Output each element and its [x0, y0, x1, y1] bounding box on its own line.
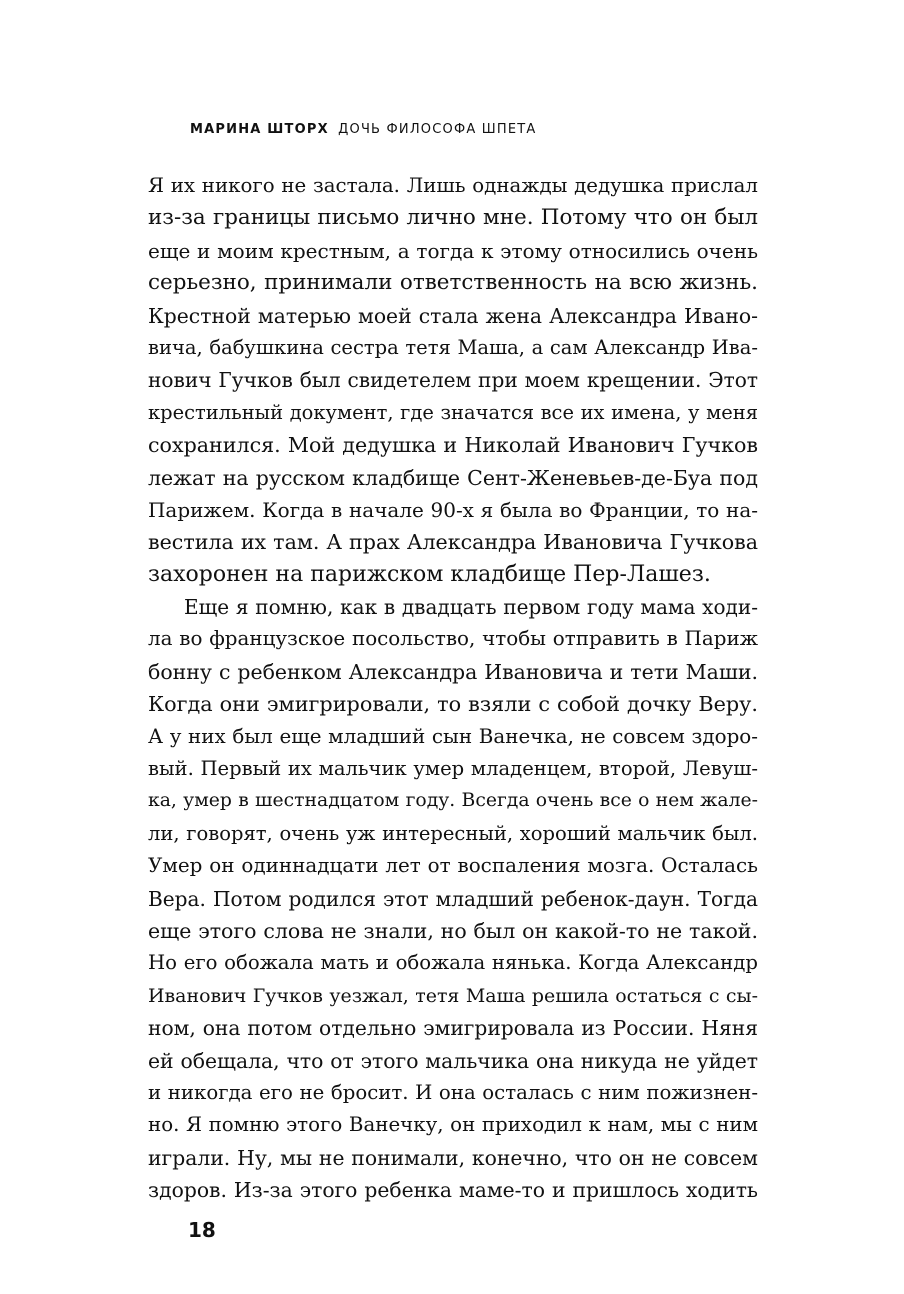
text-line: Но его обожала мать и обожала нянька. Когда Александр — [148, 951, 758, 975]
text-line: бонну с ребенком Александра Ивановича и тети Маши. — [148, 659, 758, 684]
text-line: Иванович Гучков уезжал, тетя Маша решила остаться с сы- — [148, 984, 758, 1007]
text-line: нович Гучков был свидетелем при моем крещении. Этот — [148, 368, 758, 393]
text-line: из-за границы письмо лично мне. Потому что он был — [148, 205, 758, 231]
text-line: здоров. Из-за этого ребенка маме-то и пришлось ходить — [148, 1178, 758, 1203]
text-line: вестила их там. А прах Александра Ивановича Гучкова — [148, 530, 758, 555]
text-line: Еще я помню, как в двадцать первом году мама ходи- — [184, 595, 758, 620]
text-line: еще и моим крестным, а тогда к этому относились очень — [148, 238, 758, 263]
text-line: Когда они эмигрировали, то взяли с собой дочку Веру. — [148, 692, 758, 717]
text-line: Я их никого не застала. Лишь однажды дедушка прислал — [148, 174, 758, 197]
text-line: еще этого слова не знали, но был он какой-то не такой. — [148, 918, 758, 943]
text-line: и никогда его не бросит. И она осталась с ним пожизнен- — [148, 1080, 758, 1104]
text-line: играли. Ну, мы не понимали, конечно, что он не совсем — [148, 1145, 758, 1170]
text-line: А у них был еще младший сын Ванечка, не совсем здоро- — [148, 724, 758, 748]
text-line: крестильный документ, где значатся все их имена, у меня — [148, 400, 758, 424]
text-line: Парижем. Когда в начале 90-х я была во Франции, то на- — [148, 497, 758, 522]
running-head-author: МАРИНА ШТОРХ — [190, 122, 329, 137]
running-head-title: ДОЧЬ ФИЛОСОФА ШПЕТА — [338, 122, 537, 137]
text-line: ей обещала, что от этого мальчика она никуда не уйдет — [148, 1048, 758, 1073]
text-line: ном, она потом отдельно эмигрировала из России. Няня — [148, 1016, 758, 1041]
text-line: ли, говорят, очень уж интересный, хороший мальчик был. — [148, 821, 758, 845]
text-line: ка, умер в шестнадцатом году. Всегда очень все о нем жале- — [148, 790, 758, 812]
text-line: Вера. Потом родился этот младший ребенок-даун. Тогда — [148, 886, 758, 911]
page-number: 18 — [188, 1218, 216, 1242]
body-text — [148, 170, 758, 1207]
text-line: ла во французское посольство, чтобы отправить в Париж — [148, 627, 758, 651]
text-line: серьезно, принимали ответственность на всю жизнь. — [148, 270, 758, 296]
text-line: Крестной матерью моей стала жена Александра Ивано- — [148, 303, 758, 328]
text-line: сохранился. Мой дедушка и Николай Иванович Гучков — [148, 433, 758, 458]
running-head — [190, 122, 536, 137]
text-line: Умер он одиннадцати лет от воспаления мозга. Осталась — [148, 854, 758, 878]
text-line: захоронен на парижском кладбище Пер-Лашез. — [148, 561, 711, 587]
text-line: вича, бабушкина сестра тетя Маша, а сам Александр Ива- — [148, 335, 758, 359]
text-line: но. Я помню этого Ванечку, он приходил к нам, мы с ним — [148, 1113, 758, 1137]
text-line: вый. Первый их мальчик умер младенцем, второй, Левуш- — [148, 757, 758, 781]
text-line: лежат на русском кладбище Сент-Женевьев-де-Буа под — [148, 465, 758, 490]
